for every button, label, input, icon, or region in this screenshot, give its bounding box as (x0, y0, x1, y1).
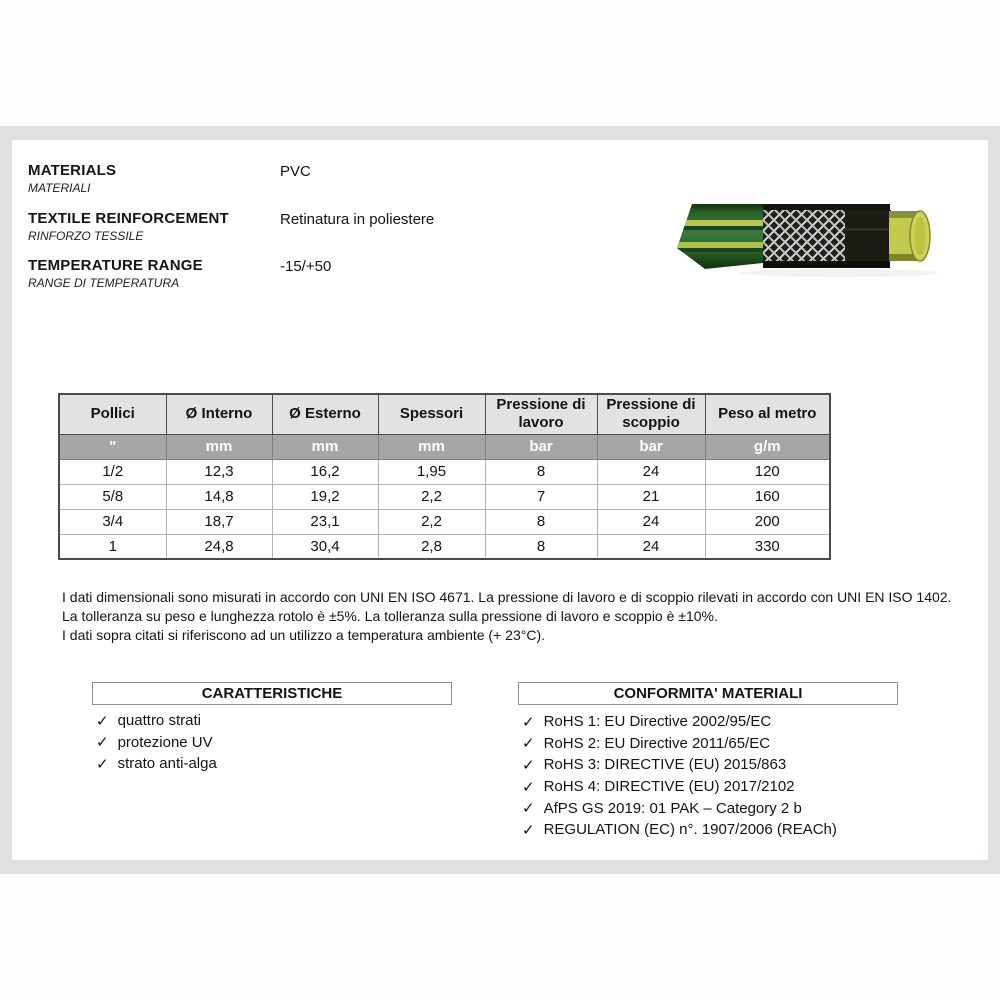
check-icon: ✓ (96, 755, 109, 773)
table-header-row (59, 394, 830, 434)
spec-row-materials (28, 162, 668, 195)
table-cell: 16,2 (272, 459, 378, 484)
note-line: I dati sopra citati si riferiscono ad un utilizzo a temperatura ambiente (+ 23°C). (62, 627, 545, 643)
list-item (96, 753, 217, 775)
check-icon: ✓ (522, 778, 535, 796)
spec-value: PVC (280, 163, 311, 180)
conformity-label: REGULATION (EC) n°. 1907/2006 (REACh) (543, 821, 837, 839)
check-icon: ✓ (522, 756, 535, 774)
table-cell: 14,8 (166, 484, 272, 509)
conformity-label: RoHS 3: DIRECTIVE (EU) 2015/863 (543, 756, 787, 774)
table-cell: 2,2 (378, 484, 485, 509)
table-header-pressione-lavoro: Pressione di lavoro (485, 394, 597, 434)
spec-row-temperature-range (28, 257, 668, 290)
table-header-spessori: Spessori (378, 394, 485, 434)
table-cell: 120 (705, 459, 830, 484)
table-cell: 2,2 (378, 509, 485, 534)
spec-value: -15/+50 (280, 258, 332, 275)
conformity-label: RoHS 4: DIRECTIVE (EU) 2017/2102 (543, 778, 795, 796)
conformity-label: AfPS GS 2019: 01 PAK – Category 2 b (543, 799, 802, 817)
table-cell: 21 (597, 484, 705, 509)
check-icon: ✓ (522, 713, 535, 731)
spec-label-it: MATERIALI (28, 181, 91, 195)
table-row (59, 534, 830, 559)
list-item (522, 754, 837, 776)
spec-label-en: TEMPERATURE RANGE (28, 257, 203, 274)
features-list (96, 710, 217, 775)
content-card (12, 140, 988, 860)
table-cell: 23,1 (272, 509, 378, 534)
feature-label: quattro strati (117, 712, 201, 730)
check-icon: ✓ (522, 821, 535, 839)
dimensions-table (58, 393, 831, 560)
table-cell: 24 (597, 459, 705, 484)
check-icon: ✓ (96, 712, 109, 730)
table-cell: 30,4 (272, 534, 378, 559)
list-item (96, 732, 217, 754)
hose-cutaway-illustration (675, 198, 937, 278)
feature-label: protezione UV (117, 733, 213, 751)
check-icon: ✓ (522, 735, 535, 753)
unit-cell: mm (166, 434, 272, 459)
table-cell: 200 (705, 509, 830, 534)
table-cell: 12,3 (166, 459, 272, 484)
table-cell: 24,8 (166, 534, 272, 559)
conformity-box-title: CONFORMITA' MATERIALI (518, 682, 898, 705)
table-header-pollici: Pollici (59, 394, 166, 434)
table-row (59, 509, 830, 534)
spec-row-textile-reinforcement (28, 210, 668, 243)
list-item (96, 710, 217, 732)
note-line: La tolleranza su peso e lunghezza rotolo è ±5%. La tolleranza sulla pressione di lavoro e scoppio è ±10%. (62, 608, 718, 624)
table-header-peso-metro: Peso al metro (705, 394, 830, 434)
table-header-diametro-interno: Ø Interno (166, 394, 272, 434)
unit-cell: " (59, 434, 166, 459)
list-item (522, 819, 837, 841)
table-cell: 1 (59, 534, 166, 559)
table-cell: 24 (597, 509, 705, 534)
table-cell: 330 (705, 534, 830, 559)
table-cell: 24 (597, 534, 705, 559)
check-icon: ✓ (96, 734, 109, 752)
table-header-diametro-esterno: Ø Esterno (272, 394, 378, 434)
spec-label-en: TEXTILE REINFORCEMENT (28, 210, 229, 227)
table-cell: 5/8 (59, 484, 166, 509)
features-box-title: CARATTERISTICHE (92, 682, 452, 705)
list-item (522, 733, 837, 755)
check-icon: ✓ (522, 800, 535, 818)
spec-label-it: RANGE DI TEMPERATURA (28, 276, 180, 290)
table-row (59, 484, 830, 509)
conformity-label: RoHS 1: EU Directive 2002/95/EC (543, 713, 772, 731)
list-item (522, 711, 837, 733)
conformity-list (522, 711, 837, 841)
table-cell: 1/2 (59, 459, 166, 484)
spec-value: Retinatura in poliestere (280, 211, 435, 228)
measurement-notes (62, 588, 962, 645)
unit-cell: bar (485, 434, 597, 459)
table-cell: 7 (485, 484, 597, 509)
table-cell: 8 (485, 509, 597, 534)
table-cell: 2,8 (378, 534, 485, 559)
note-line: I dati dimensionali sono misurati in accordo con UNI EN ISO 4671. La pressione di lavoro e di scoppio rilevati in accordo con UNI EN ISO 1402. (62, 589, 952, 605)
table-cell: 8 (485, 534, 597, 559)
spec-label-it: RINFORZO TESSILE (28, 229, 144, 243)
table-cell: 8 (485, 459, 597, 484)
list-item (522, 776, 837, 798)
spec-label-en: MATERIALS (28, 162, 117, 179)
table-cell: 19,2 (272, 484, 378, 509)
unit-cell: g/m (705, 434, 830, 459)
table-cell: 18,7 (166, 509, 272, 534)
table-cell: 3/4 (59, 509, 166, 534)
unit-cell: mm (378, 434, 485, 459)
unit-cell: mm (272, 434, 378, 459)
table-cell: 1,95 (378, 459, 485, 484)
table-cell: 160 (705, 484, 830, 509)
hose-product-image (675, 198, 937, 278)
conformity-label: RoHS 2: EU Directive 2011/65/EC (543, 734, 771, 752)
list-item (522, 797, 837, 819)
table-row (59, 459, 830, 484)
table-units-row (59, 434, 830, 459)
table-header-pressione-scoppio: Pressione di scoppio (597, 394, 705, 434)
feature-label: strato anti-alga (117, 755, 217, 773)
unit-cell: bar (597, 434, 705, 459)
